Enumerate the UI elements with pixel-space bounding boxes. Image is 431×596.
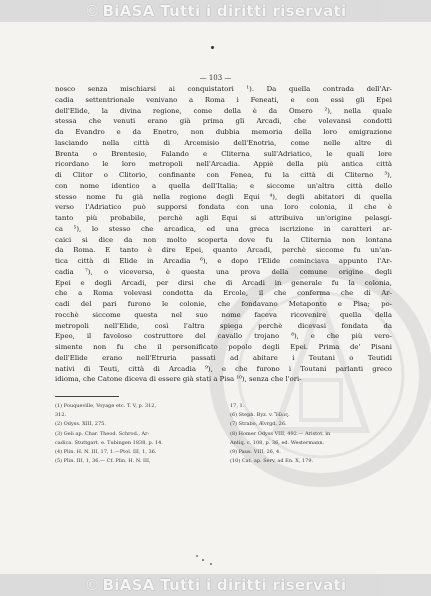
watermark-text-bottom: BiASA Tutti i diritti riservati bbox=[102, 576, 347, 594]
footnote-line: (1) Pouqueville, Voyage etc. T. V, p. 312, bbox=[55, 403, 157, 409]
text-line: nosco senza mischiarsi ai conquistatori ¹). Da quella contrada dell'Ar- bbox=[55, 85, 392, 93]
text-line: da Roma. E tanto è dire Epei, quanto Arcadi, perchè siccome fu un'an- bbox=[55, 246, 392, 255]
watermark-text-top: BiASA Tutti i diritti riservati bbox=[102, 2, 347, 20]
footnote-line: (9) Paus. VIII, 26, 4. bbox=[230, 449, 281, 456]
footnote-line: (5) Plin. III, 1, 36.— Cf. Plin. H. N. III, bbox=[55, 458, 151, 465]
scan-speck bbox=[196, 555, 198, 557]
text-line: metropoli nell'Elide, così l'altra spiega perchè dicevasi fondata da bbox=[55, 321, 392, 330]
footnote-line: (2) Odyss. XIII, 275. bbox=[55, 421, 106, 428]
footnote-line: Antiq. c. 108, p. 36, ed. Westermann. bbox=[230, 439, 325, 446]
text-line: cadi del pari furono le colonie, che fondavano Metaponto e Pisa; po- bbox=[55, 300, 392, 308]
text-line: Brenta o Brentesio, Falando e Cliterna sull'Adriatico, le quali lore bbox=[55, 149, 392, 158]
text-line: Epeo, il favoloso costruttore del cavallo trojano ⁸), e che più vero- bbox=[55, 332, 392, 341]
text-line: con nome identico a quella dell'Italia; e siccome un'altra città dello bbox=[55, 181, 392, 190]
text-line: ricordano le loro metropoli nell'Arcadia. Appiè della più antica città bbox=[55, 160, 392, 169]
text-line: tanto più probabile, perchè agli Equi si attribuiva un'origine pelasgi- bbox=[55, 214, 392, 222]
text-line: idioma, che Catone diceva di essere già stati a Pisa ¹⁰), senza che l'ori- bbox=[55, 375, 302, 384]
body-text bbox=[55, 84, 392, 385]
text-line: tica città di Elide in Arcadia ⁶), e dopo l'Elide cominciava appunto l'Ar- bbox=[55, 257, 392, 265]
print-dot bbox=[211, 46, 214, 49]
text-line: stessa che venuti erano già prima gli Arcadi, che volevansi condotti bbox=[55, 117, 392, 126]
text-line: Epei e degli Arcadi, per dirsi che di Arcadi in generale fu la colonia, bbox=[55, 278, 392, 287]
text-line: che a Roma volevasi condotta da Ercole, il che conferma che di Ar- bbox=[55, 289, 392, 298]
text-line: da Evandro e da Enotro, non dubbia memoria della loro emigrazione bbox=[55, 128, 392, 136]
footnotes-right-column bbox=[230, 402, 395, 466]
footnote-line: (6) Steph. Byz. v. Ἤλις. bbox=[230, 412, 290, 419]
footnote-line: 17, 1. bbox=[230, 403, 245, 409]
text-line: dell'Elide erano nell'Etruria passati ad abitare i Teutani o Teutidi bbox=[55, 353, 392, 362]
copyright-logo-icon: © bbox=[84, 2, 100, 20]
footnote-divider bbox=[55, 396, 119, 397]
text-line: cadia ⁷), o viceversa, è questa una prova della comune origine degli bbox=[55, 267, 392, 276]
scan-speck bbox=[202, 559, 204, 561]
footnote-line: 312. bbox=[55, 412, 67, 419]
footnote-line: (7) Strabo, Ævrgd. 26. bbox=[230, 421, 287, 428]
footnote-line: (3) Geli ap. Char. Theod. Schrod., Ar- bbox=[55, 430, 150, 437]
text-line: verso l'Adriatico può supporsi fondata con una loro colonia, il che è bbox=[55, 203, 392, 212]
page-number: — 103 — bbox=[199, 74, 232, 82]
watermark-banner-top bbox=[0, 0, 431, 22]
text-line: di Clitor o Clitorio, confinante con Fenea, fu la città di Cliterno ³), bbox=[55, 171, 392, 179]
text-line: lasciando nella città di Arcemisio dell'Enotria, come nelle altre di bbox=[55, 138, 392, 147]
text-line: cadia settentrionale venivano a Roma i Feneati, e con essi gli Epei bbox=[55, 95, 392, 104]
watermark-banner-bottom bbox=[0, 574, 431, 596]
scan-speck bbox=[210, 563, 212, 565]
text-line: caici si dice da non molto scoperta dove fu la Cliternia non lontana bbox=[55, 235, 392, 244]
text-line: dell'Elide, la divina regione, come della è da Omero ²), nella quale bbox=[55, 106, 392, 115]
footnote-line: (10) Cat. ap. Serv. ad En. X, 179. bbox=[230, 458, 314, 465]
footnotes bbox=[55, 402, 395, 466]
footnote-line: cadica. Stuttgart. e. Tubingen 1838, p. 14. bbox=[55, 439, 163, 446]
footnote-line: (8) Homer Odyss VIII, 492.— Aristot. in bbox=[230, 430, 331, 437]
footnote-line: (4) Plin. H. N. III, 17, 1.—Ptol. III, 1, 36. bbox=[55, 449, 157, 456]
text-line: ca ⁵), lo stesso che arcadica, ed una greca iscrizione in caratteri ar- bbox=[55, 224, 392, 233]
copyright-logo-icon: © bbox=[84, 576, 100, 594]
text-line: nativi di Teuti, città di Arcadia ⁹), e che furono i Toutani parlanti greco bbox=[55, 364, 392, 373]
footnotes-left-column bbox=[55, 402, 230, 466]
text-line: rocchè siccome questa nel suo nome faceva ricovenire quella della bbox=[55, 310, 392, 319]
text-line: simente non fu che il personificato popolo degli Epei. Prima de' Pisani bbox=[55, 343, 392, 351]
text-line: stesso nome fu già nella regione degli Equi ⁴), degli abitatori di quella bbox=[55, 192, 392, 201]
